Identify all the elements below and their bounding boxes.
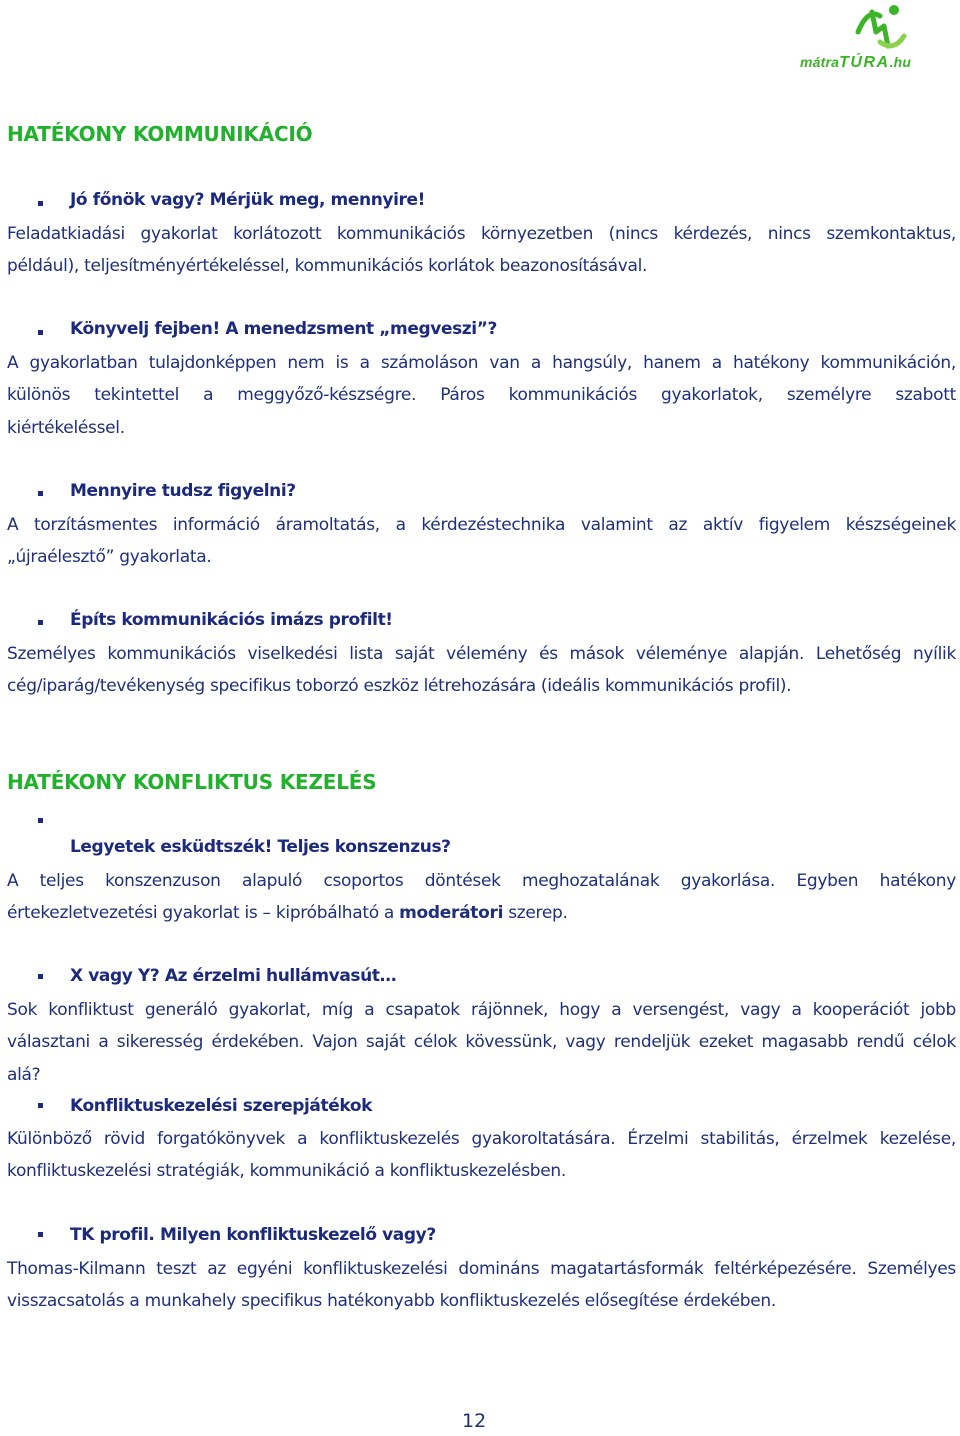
bullet-icon [38, 201, 43, 206]
bullet-icon [38, 330, 43, 335]
bullet-icon [38, 818, 43, 823]
item-description [7, 347, 956, 444]
item-title: Könyvelj fejben! A menedzsment „megveszi”? [70, 319, 497, 339]
text-line: „újraélesztő” gyakorlata. [7, 547, 212, 568]
text-line: választani a sikeresség érdekében. Vajon saját célok kövessünk, vagy rendeljük ezeket magasabb rendű célok [7, 1032, 956, 1053]
item-description [7, 509, 956, 574]
text-fragment: szerep. [503, 903, 568, 924]
text-line: konfliktuskezelési stratégiák, kommunikáció a konfliktuskezelésben. [7, 1161, 566, 1182]
section-heading: HATÉKONY KONFLIKTUS KEZELÉS [7, 770, 377, 794]
text-line: Különböző rövid forgatókönyvek a konfliktuskezelés gyakoroltatására. Érzelmi stabilitás, érzelmek kezelése, [7, 1129, 956, 1149]
text-line: például), teljesítményértékeléssel, kommunikációs korlátok beazonosításával. [7, 256, 648, 277]
item-description [7, 218, 956, 283]
item-description [7, 1253, 956, 1318]
text-line: Feladatkiadási gyakorlat korlátozott kommunikációs környezetben (nincs kérdezés, nincs szemkontaktus, [7, 224, 956, 244]
item-title: Konfliktuskezelési szerepjátékok [70, 1096, 372, 1116]
bold-term: moderátori [399, 903, 504, 924]
text-line: Thomas-Kilmann teszt az egyéni konfliktuskezelési domináns magatartásformák feltérképezésére. Személyes [7, 1259, 956, 1279]
item-description [7, 994, 956, 1091]
text-line: cég/iparág/tevékenység specifikus toborzó eszköz létrehozására (ideális kommunikációs profil). [7, 676, 792, 697]
runner-logo-icon [850, 2, 910, 56]
text-line: Sok konfliktust generáló gyakorlat, míg a csapatok rájönnek, hogy a versengést, vagy a kooperációt jobb [7, 1000, 956, 1020]
text-line [7, 897, 956, 929]
item-title: TK profil. Milyen konfliktuskezelő vagy? [70, 1225, 436, 1245]
text-line: különös tekintettel a meggyőző-készségre. Páros kommunikációs gyakorlatok, személyre szabott [7, 385, 956, 406]
page-number: 12 [462, 1410, 487, 1432]
item-description [7, 865, 956, 930]
item-description [7, 1123, 956, 1188]
item-title: Legyetek esküdtszék! Teljes konszenzus? [70, 837, 451, 857]
matratura-logo [798, 0, 948, 86]
text-fragment: értekezletvezetési gyakorlat is – kipróbálható a [7, 903, 400, 924]
bullet-icon [38, 491, 43, 496]
text-line: A torzításmentes információ áramoltatás, a kérdezéstechnika valamint az aktív figyelem készségeinek [7, 515, 956, 535]
item-description [7, 638, 956, 703]
text-line: alá? [7, 1064, 41, 1085]
text-line: kiértékeléssel. [7, 417, 125, 438]
item-title: Mennyire tudsz figyelni? [70, 481, 296, 501]
bullet-icon [38, 974, 43, 979]
bullet-icon [38, 1232, 43, 1237]
text-line: A teljes konszenzuson alapuló csoportos döntések meghozatalának gyakorlása. Egyben hatékony [7, 871, 956, 891]
item-title: X vagy Y? Az érzelmi hullámvasút… [70, 966, 397, 986]
item-title: Építs kommunikációs imázs profilt! [70, 610, 393, 630]
text-line: Személyes kommunikációs viselkedési lista saját vélemény és mások véleménye alapján. Lehetőség nyílik [7, 644, 956, 664]
bullet-icon [38, 1103, 43, 1108]
logo-text: mátraTÚRA.hu [800, 54, 912, 71]
text-line: A gyakorlatban tulajdonképpen nem is a számoláson van a hangsúly, hanem a hatékony kommunikáción, [7, 353, 956, 373]
text-line: visszacsatolás a munkahely specifikus hatékonyabb konfliktuskezelés elősegítése érdekében. [7, 1291, 776, 1312]
item-title: Jó főnök vagy? Mérjük meg, mennyire! [70, 190, 425, 210]
bullet-icon [38, 620, 43, 625]
section-heading: HATÉKONY KOMMUNIKÁCIÓ [7, 122, 313, 146]
